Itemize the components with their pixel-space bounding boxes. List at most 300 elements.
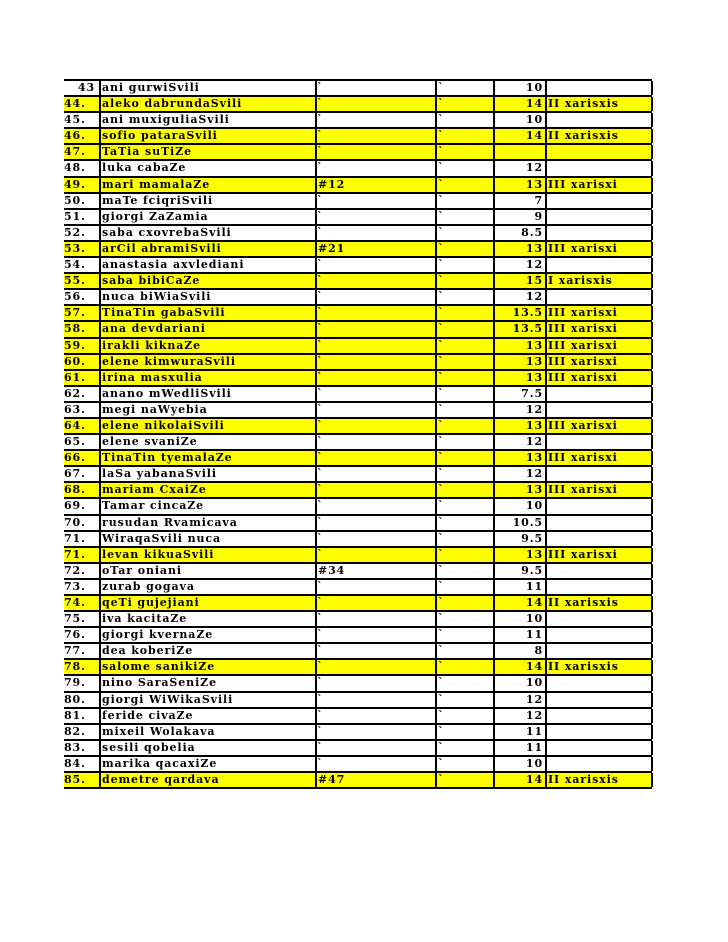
- column-divider: [493, 242, 495, 256]
- column-divider: [545, 644, 547, 658]
- score-cell: 14: [525, 773, 543, 787]
- row-number: 76.: [64, 628, 86, 642]
- mark-cell: `: [438, 451, 445, 465]
- score-cell: 12: [525, 258, 543, 272]
- column-divider: [651, 274, 653, 288]
- column-divider: [435, 564, 437, 578]
- column-divider: [545, 387, 547, 401]
- score-cell: [495, 145, 545, 159]
- column-divider: [435, 467, 437, 481]
- column-divider: [545, 499, 547, 513]
- column-divider: [545, 258, 547, 272]
- table-row: [64, 339, 652, 355]
- mark-cell: `: [317, 644, 324, 658]
- column-divider: [651, 773, 653, 787]
- column-divider: [545, 483, 547, 497]
- table-row: [64, 355, 652, 371]
- column-divider: [651, 483, 653, 497]
- column-divider: [545, 145, 547, 159]
- code-cell: [317, 322, 436, 336]
- column-divider: [435, 339, 437, 353]
- table-row: [64, 403, 652, 419]
- degree-cell: [547, 435, 653, 449]
- column-divider: [435, 274, 437, 288]
- degree-cell: II xarisxis: [548, 660, 619, 674]
- column-divider: [651, 564, 653, 578]
- mark-cell: `: [438, 386, 445, 400]
- column-divider: [435, 194, 437, 208]
- column-divider: [315, 339, 317, 353]
- mark-cell: `: [317, 692, 324, 706]
- row-number: 45.: [64, 113, 86, 127]
- degree-cell: [547, 516, 653, 530]
- mark-cell: `: [438, 338, 445, 352]
- column-divider: [545, 355, 547, 369]
- column-divider: [651, 757, 653, 771]
- table-row: [64, 725, 652, 741]
- code-cell: [317, 306, 436, 320]
- student-name: levan kikuaSvili: [102, 547, 215, 561]
- row-number: 69.: [64, 499, 86, 513]
- code-cell: [317, 580, 436, 594]
- table-row: [64, 306, 652, 322]
- table-row: [64, 467, 652, 483]
- column-divider: [435, 709, 437, 723]
- mark-cell: `: [317, 676, 324, 690]
- column-divider: [315, 612, 317, 626]
- student-name: nino SaraSeniZe: [102, 676, 217, 690]
- table-row: [64, 322, 652, 338]
- degree-cell: III xarisxi: [548, 338, 618, 352]
- column-divider: [99, 258, 101, 272]
- degree-cell: [547, 258, 653, 272]
- column-divider: [545, 371, 547, 385]
- row-number: 77.: [64, 644, 86, 658]
- mark-cell: `: [438, 161, 445, 175]
- code-cell: [317, 355, 436, 369]
- mark-cell: `: [317, 435, 324, 449]
- column-divider: [651, 676, 653, 690]
- code-cell: [317, 757, 436, 771]
- score-cell: 12: [525, 290, 543, 304]
- mark-cell: `: [317, 531, 324, 545]
- row-number: 47.: [64, 145, 86, 159]
- column-divider: [651, 612, 653, 626]
- column-divider: [99, 773, 101, 787]
- code-cell: [317, 628, 436, 642]
- mark-cell: `: [438, 290, 445, 304]
- column-divider: [493, 322, 495, 336]
- student-name: marika qacaxiZe: [102, 756, 218, 770]
- table-row: [64, 97, 652, 113]
- column-divider: [493, 773, 495, 787]
- score-cell: 12: [525, 467, 543, 481]
- code-cell: #47: [318, 773, 346, 787]
- column-divider: [545, 596, 547, 610]
- column-divider: [315, 161, 317, 175]
- mark-cell: `: [317, 515, 324, 529]
- score-cell: 13: [525, 451, 543, 465]
- column-divider: [315, 709, 317, 723]
- column-divider: [545, 773, 547, 787]
- column-divider: [435, 81, 437, 95]
- column-divider: [99, 709, 101, 723]
- column-divider: [99, 483, 101, 497]
- code-cell: [317, 387, 436, 401]
- degree-cell: [547, 113, 653, 127]
- column-divider: [435, 210, 437, 224]
- student-name: salome sanikiZe: [102, 660, 216, 674]
- mark-cell: `: [438, 113, 445, 127]
- mark-cell: `: [317, 499, 324, 513]
- code-cell: [317, 548, 436, 562]
- degree-cell: I xarisxis: [548, 274, 613, 288]
- column-divider: [493, 226, 495, 240]
- row-number: 83.: [64, 740, 86, 754]
- mark-cell: `: [317, 451, 324, 465]
- student-name: mari mamalaZe: [102, 177, 211, 191]
- score-cell: 10: [525, 499, 543, 513]
- column-divider: [493, 757, 495, 771]
- row-number: 57.: [64, 306, 86, 320]
- score-cell: 8.5: [521, 225, 543, 239]
- column-divider: [493, 145, 495, 159]
- mark-cell: `: [438, 547, 445, 561]
- column-divider: [435, 741, 437, 755]
- student-name: saba bibiCaZe: [102, 274, 201, 288]
- row-number: 61.: [64, 370, 86, 384]
- column-divider: [99, 306, 101, 320]
- column-divider: [545, 194, 547, 208]
- code-cell: [317, 660, 436, 674]
- column-divider: [99, 580, 101, 594]
- table-row: [64, 628, 652, 644]
- student-name: iva kacitaZe: [102, 612, 188, 626]
- column-divider: [545, 628, 547, 642]
- row-number: 64.: [64, 418, 86, 432]
- column-divider: [545, 161, 547, 175]
- table-row: [64, 274, 652, 290]
- column-divider: [99, 612, 101, 626]
- mark-cell: `: [317, 209, 324, 223]
- column-divider: [545, 660, 547, 674]
- column-divider: [435, 451, 437, 465]
- column-divider: [545, 580, 547, 594]
- row-number: 60.: [64, 354, 86, 368]
- column-divider: [651, 242, 653, 256]
- column-divider: [493, 419, 495, 433]
- table-row: [64, 660, 652, 676]
- column-divider: [435, 371, 437, 385]
- table-row: [64, 516, 652, 532]
- code-cell: [317, 403, 436, 417]
- column-divider: [99, 435, 101, 449]
- column-divider: [99, 725, 101, 739]
- column-divider: [493, 81, 495, 95]
- column-divider: [493, 113, 495, 127]
- column-divider: [493, 612, 495, 626]
- mark-cell: `: [317, 579, 324, 593]
- column-divider: [493, 467, 495, 481]
- column-divider: [99, 548, 101, 562]
- code-cell: [317, 371, 436, 385]
- column-divider: [651, 580, 653, 594]
- column-divider: [99, 274, 101, 288]
- score-cell: 13.5: [512, 322, 543, 336]
- column-divider: [651, 258, 653, 272]
- column-divider: [315, 693, 317, 707]
- column-divider: [545, 97, 547, 111]
- code-cell: [317, 435, 436, 449]
- student-name: irakli kiknaZe: [102, 338, 202, 352]
- column-divider: [651, 467, 653, 481]
- column-divider: [315, 773, 317, 787]
- column-divider: [315, 403, 317, 417]
- column-divider: [545, 274, 547, 288]
- degree-cell: [547, 499, 653, 513]
- column-divider: [493, 564, 495, 578]
- table-row: [64, 371, 652, 387]
- column-divider: [493, 693, 495, 707]
- student-name: demetre qardava: [102, 773, 220, 787]
- degree-cell: [547, 290, 653, 304]
- row-number: 75.: [64, 612, 86, 626]
- degree-cell: [547, 81, 653, 95]
- degree-cell: [547, 725, 653, 739]
- mark-cell: `: [438, 708, 445, 722]
- row-number: 59.: [64, 338, 86, 352]
- mark-cell: `: [438, 740, 445, 754]
- column-divider: [545, 242, 547, 256]
- column-divider: [493, 306, 495, 320]
- mark-cell: `: [438, 322, 445, 336]
- column-divider: [545, 564, 547, 578]
- column-divider: [315, 194, 317, 208]
- student-name: megi naWyebia: [102, 402, 208, 416]
- table-row: [64, 757, 652, 773]
- mark-cell: `: [438, 418, 445, 432]
- column-divider: [651, 387, 653, 401]
- column-divider: [315, 516, 317, 530]
- mark-cell: `: [317, 274, 324, 288]
- student-name: elene nikolaiSvili: [102, 418, 225, 432]
- column-divider: [545, 210, 547, 224]
- column-divider: [315, 548, 317, 562]
- score-cell: 14: [525, 129, 543, 143]
- column-divider: [99, 129, 101, 143]
- degree-cell: [547, 580, 653, 594]
- column-divider: [651, 435, 653, 449]
- column-divider: [315, 274, 317, 288]
- code-cell: [317, 194, 436, 208]
- column-divider: [651, 339, 653, 353]
- mark-cell: `: [438, 644, 445, 658]
- student-name: anano mWedliSvili: [102, 386, 232, 400]
- degree-cell: [547, 612, 653, 626]
- column-divider: [99, 451, 101, 465]
- column-divider: [493, 725, 495, 739]
- column-divider: [493, 741, 495, 755]
- degree-cell: [547, 741, 653, 755]
- column-divider: [99, 467, 101, 481]
- column-divider: [545, 403, 547, 417]
- row-number: 56.: [64, 290, 86, 304]
- table-row: [64, 194, 652, 210]
- column-divider: [435, 644, 437, 658]
- mark-cell: `: [438, 306, 445, 320]
- column-divider: [493, 548, 495, 562]
- column-divider: [315, 467, 317, 481]
- mark-cell: `: [317, 354, 324, 368]
- score-cell: 9: [534, 209, 543, 223]
- column-divider: [315, 644, 317, 658]
- table-row: [64, 483, 652, 499]
- student-name: TinaTin gabaSvili: [102, 306, 226, 320]
- row-number: 62.: [64, 386, 86, 400]
- column-divider: [315, 290, 317, 304]
- mark-cell: `: [438, 563, 445, 577]
- mark-cell: `: [438, 145, 445, 159]
- row-number: 67.: [64, 467, 86, 481]
- row-number: 52.: [64, 225, 86, 239]
- score-cell: 15: [525, 274, 543, 288]
- column-divider: [545, 676, 547, 690]
- column-divider: [651, 532, 653, 546]
- degree-cell: [547, 161, 653, 175]
- column-divider: [315, 628, 317, 642]
- mark-cell: `: [317, 258, 324, 272]
- row-number: 58.: [64, 322, 86, 336]
- mark-cell: `: [317, 370, 324, 384]
- row-number: 54.: [64, 258, 86, 272]
- column-divider: [99, 644, 101, 658]
- column-divider: [435, 161, 437, 175]
- column-divider: [315, 387, 317, 401]
- column-divider: [493, 290, 495, 304]
- column-divider: [99, 81, 101, 95]
- degree-cell: [547, 194, 653, 208]
- mark-cell: `: [317, 418, 324, 432]
- column-divider: [315, 97, 317, 111]
- student-name: sofio pataraSvili: [102, 129, 218, 143]
- score-cell: 13: [525, 547, 543, 561]
- row-number: 80.: [64, 692, 86, 706]
- mark-cell: `: [317, 81, 324, 94]
- row-number: 73.: [64, 579, 86, 593]
- table-row: [64, 773, 652, 789]
- column-divider: [651, 628, 653, 642]
- column-divider: [545, 741, 547, 755]
- row-number: 71.: [64, 547, 86, 561]
- column-divider: [493, 387, 495, 401]
- column-divider: [315, 258, 317, 272]
- student-name: giorgi kvernaZe: [102, 628, 214, 642]
- student-name: qeTi gujejiani: [102, 596, 200, 609]
- column-divider: [545, 339, 547, 353]
- code-cell: [317, 499, 436, 513]
- column-divider: [315, 81, 317, 95]
- column-divider: [435, 548, 437, 562]
- mark-cell: `: [438, 81, 445, 94]
- mark-cell: `: [438, 435, 445, 449]
- degree-cell: [547, 676, 653, 690]
- degree-cell: III xarisxi: [548, 370, 618, 384]
- degree-cell: III xarisxi: [548, 483, 618, 497]
- mark-cell: `: [438, 177, 445, 191]
- column-divider: [99, 499, 101, 513]
- table-row: [64, 161, 652, 177]
- column-divider: [435, 306, 437, 320]
- row-number: 50.: [64, 193, 86, 207]
- column-divider: [435, 596, 437, 610]
- score-cell: 12: [525, 161, 543, 175]
- table-row: [64, 693, 652, 709]
- score-cell: 12: [525, 692, 543, 706]
- row-number: 82.: [64, 724, 86, 738]
- score-cell: 13: [525, 338, 543, 352]
- score-cell: 12: [525, 402, 543, 416]
- mark-cell: `: [438, 225, 445, 239]
- table-row: [64, 644, 652, 660]
- mark-cell: `: [438, 370, 445, 384]
- column-divider: [493, 676, 495, 690]
- table-row: [64, 612, 652, 628]
- column-divider: [99, 113, 101, 127]
- column-divider: [99, 532, 101, 546]
- mark-cell: `: [317, 97, 324, 111]
- row-number: 51.: [64, 209, 86, 223]
- column-divider: [651, 693, 653, 707]
- mark-cell: `: [438, 402, 445, 416]
- column-divider: [435, 290, 437, 304]
- mark-cell: `: [438, 209, 445, 223]
- column-divider: [99, 178, 101, 192]
- code-cell: #21: [318, 241, 346, 255]
- score-cell: 10.5: [512, 515, 543, 529]
- row-number: 70.: [64, 515, 86, 529]
- table-row: [64, 178, 652, 194]
- mark-cell: `: [438, 692, 445, 706]
- column-divider: [315, 580, 317, 594]
- column-divider: [315, 499, 317, 513]
- mark-cell: `: [317, 145, 324, 159]
- column-divider: [493, 596, 495, 610]
- code-cell: [317, 725, 436, 739]
- mark-cell: `: [317, 756, 324, 770]
- column-divider: [315, 757, 317, 771]
- code-cell: [317, 516, 436, 530]
- student-name: elene kimwuraSvili: [102, 354, 236, 368]
- column-divider: [435, 322, 437, 336]
- column-divider: [99, 210, 101, 224]
- degree-cell: III xarisxi: [548, 306, 618, 320]
- row-number: 55.: [64, 274, 86, 288]
- mark-cell: `: [438, 274, 445, 288]
- column-divider: [493, 161, 495, 175]
- column-divider: [315, 741, 317, 755]
- column-divider: [545, 129, 547, 143]
- column-divider: [651, 371, 653, 385]
- column-divider: [315, 532, 317, 546]
- table-row: [64, 532, 652, 548]
- column-divider: [651, 741, 653, 755]
- table-row: [64, 451, 652, 467]
- degree-cell: [547, 467, 653, 481]
- mark-cell: `: [438, 579, 445, 593]
- row-number: 66.: [64, 451, 86, 465]
- student-name: laSa yabanaSvili: [102, 467, 217, 481]
- column-divider: [315, 483, 317, 497]
